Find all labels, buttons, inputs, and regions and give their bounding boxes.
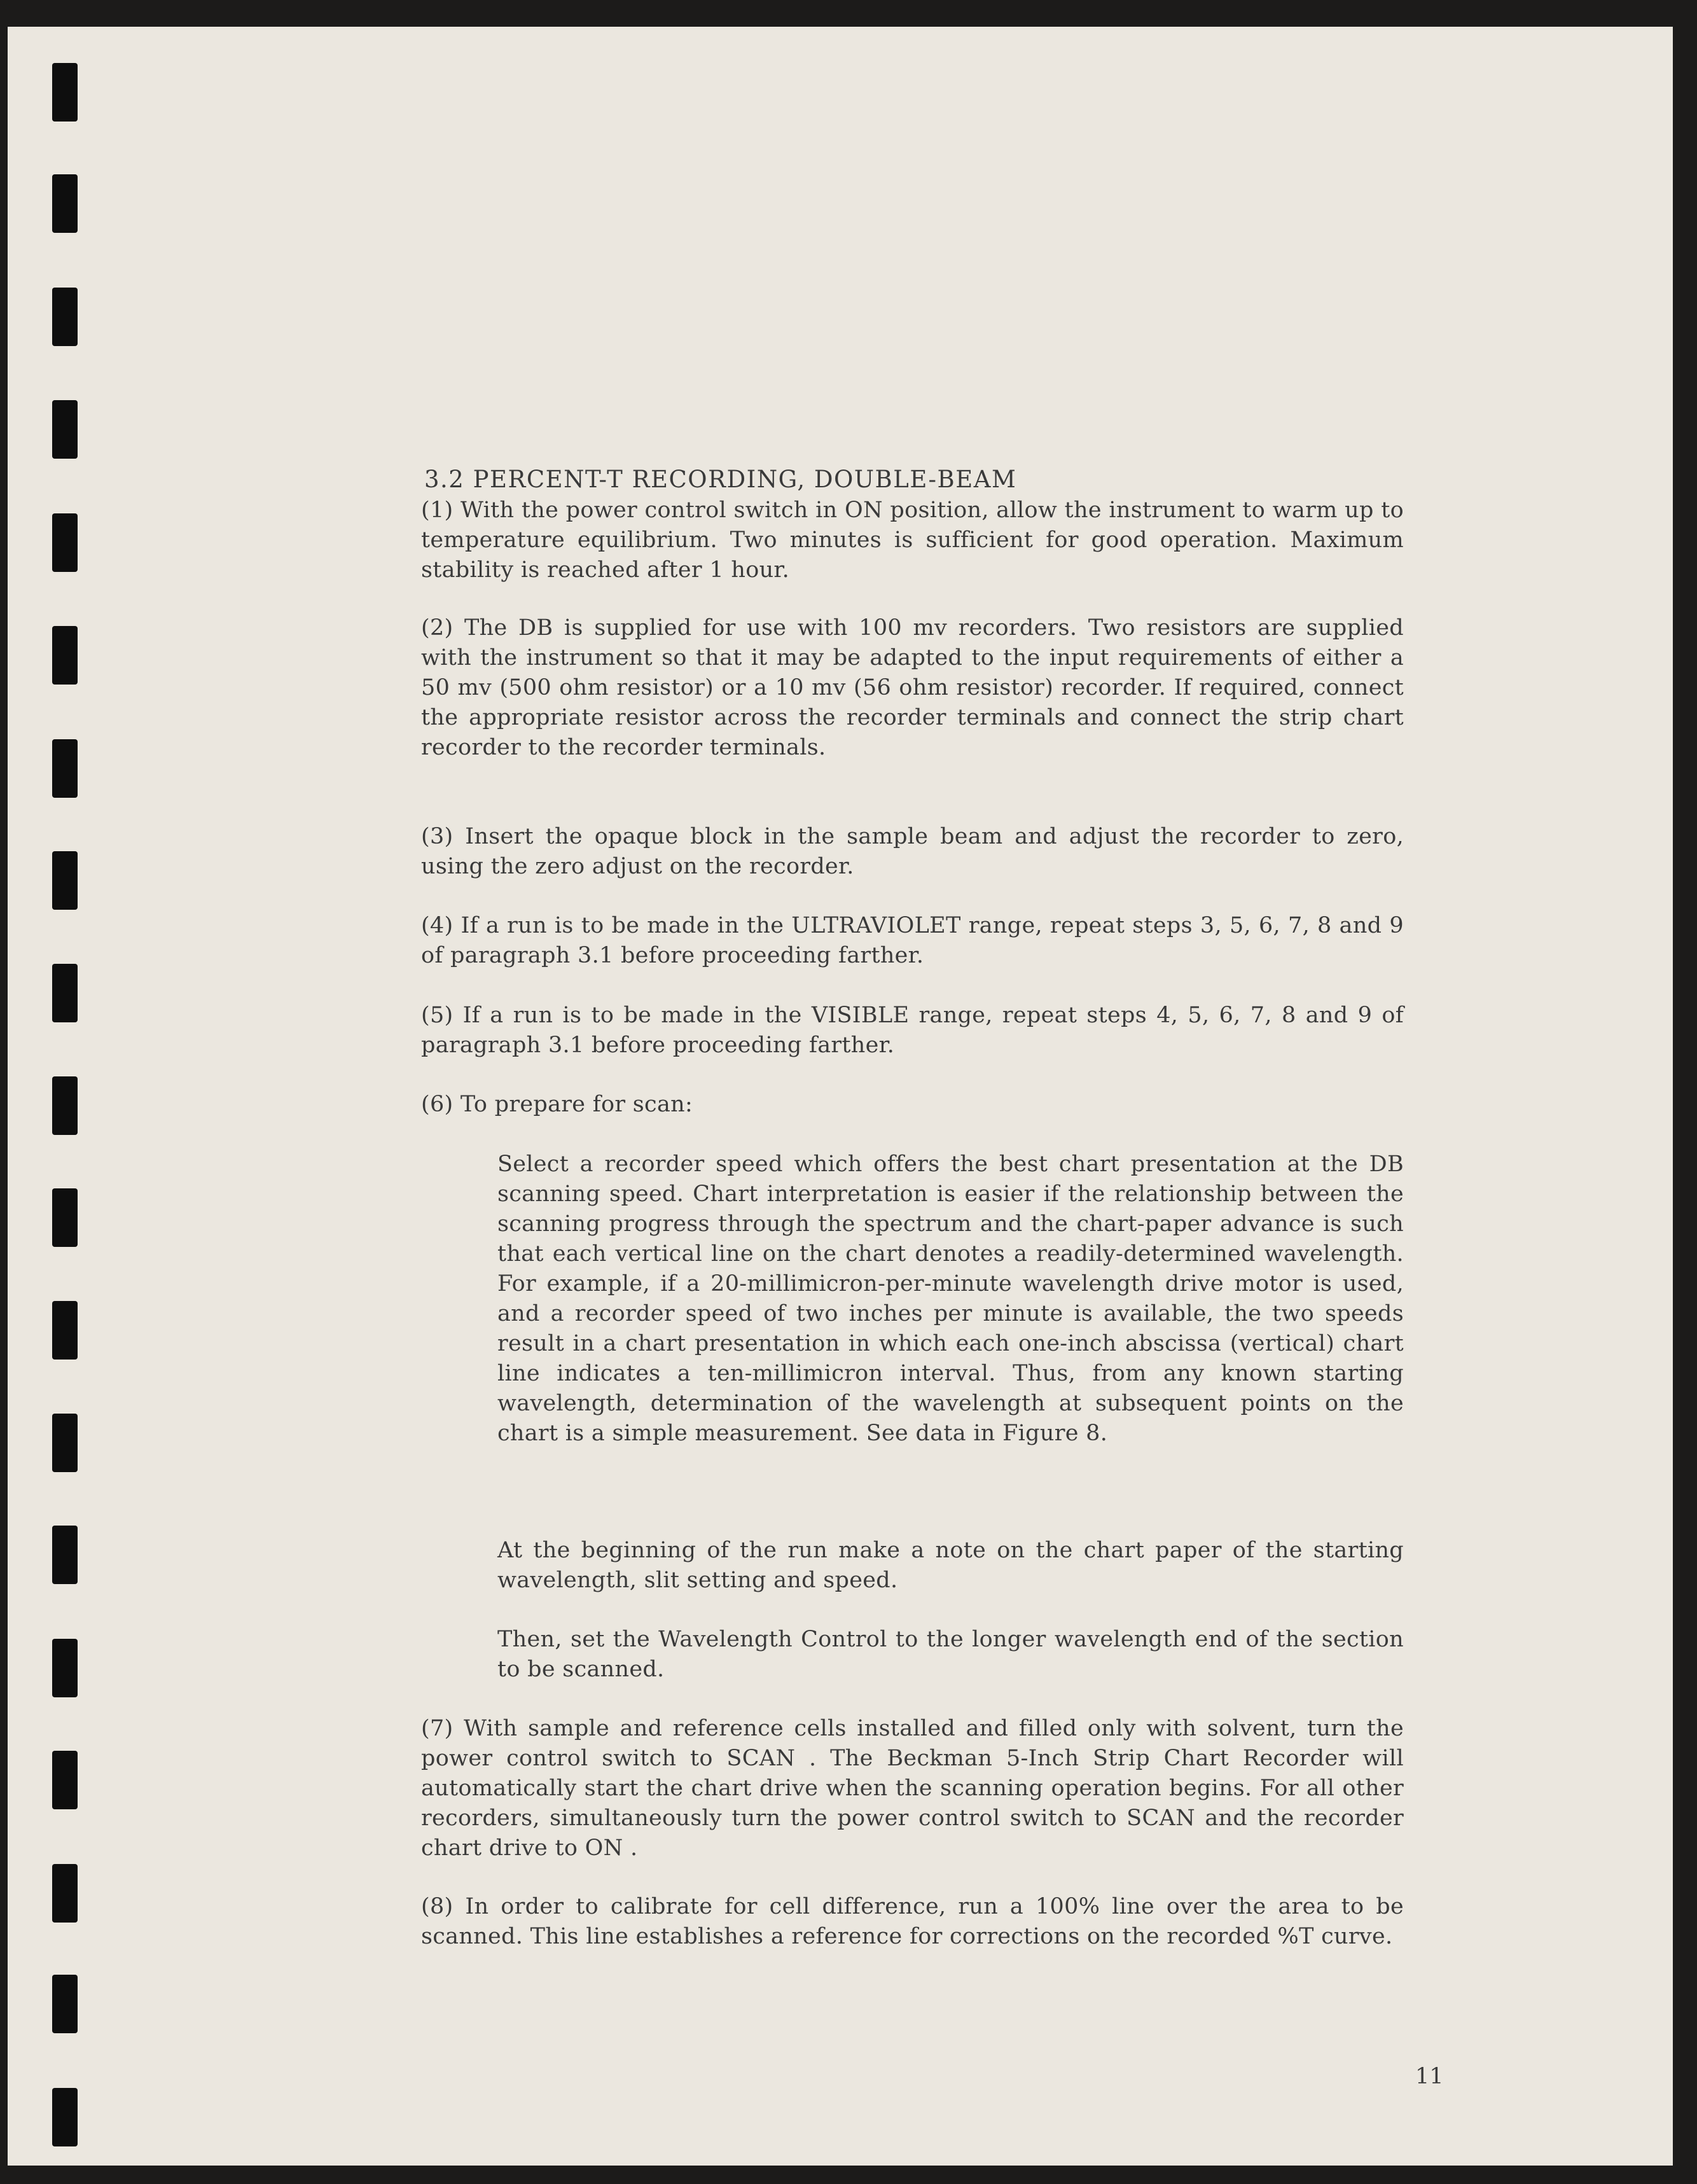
paragraph-3 <box>421 822 1404 882</box>
paragraph-7 <box>421 1714 1404 1863</box>
document-page <box>8 27 1673 2166</box>
paragraph-text: (6) To prepare for scan: <box>421 1092 693 1117</box>
binding-hole <box>52 288 78 346</box>
binding-hole <box>52 1639 78 1697</box>
binding-hole <box>52 2088 78 2146</box>
binding-hole <box>52 174 78 233</box>
subparagraph-text: Then, set the Wavelength Control to the longer wavelength end of the section to be scanned. <box>497 1627 1404 1682</box>
paragraph-text: (1) With the power control switch in ON position, allow the instrument to warm up to temperature equilibrium. Two minutes is sufficient for good operation. Maximum stability is reached after 1 hour. <box>421 497 1404 583</box>
binding-hole <box>52 1301 78 1360</box>
binding-hole <box>52 400 78 459</box>
paragraph-1 <box>421 496 1404 585</box>
paragraph-2 <box>421 613 1404 763</box>
paragraph-4 <box>421 911 1404 971</box>
binding-hole <box>52 626 78 685</box>
paragraph-text: (3) Insert the opaque block in the sample beam and adjust the recorder to zero, using the zero adjust on the recorder. <box>421 824 1404 879</box>
paragraph-text: (8) In order to calibrate for cell difference, run a 100% line over the area to be scanned. This line establishes a reference for corrections on the recorded %T curve. <box>421 1894 1404 1949</box>
binding-hole <box>52 1414 78 1472</box>
subparagraph-text: At the beginning of the run make a note on the chart paper of the starting wavelength, slit setting and speed. <box>497 1538 1404 1593</box>
paragraph-5 <box>421 1001 1404 1061</box>
section-heading: 3.2 PERCENT-T RECORDING, DOUBLE-BEAM <box>424 466 1017 493</box>
subparagraph-3 <box>497 1625 1404 1685</box>
binding-hole <box>52 739 78 798</box>
subparagraph-text: Select a recorder speed which offers the best chart presentation at the DB scanning speed. Chart interpretation is easier if the relationship between the scanning progress through the spectrum and the chart-paper advance is such that each vertical line on the chart denotes a readily-determined wavelength. For example, if a 20-millimicron-per-minute wavelength drive motor is used, and a recorder speed of two inches per minute is available, the two speeds result in a chart presentation in which each one-inch abscissa (vertical) chart line indicates a ten-millimicron interval. Thus, from any known starting wavelength, determination of the wavelength at subsequent points on the chart is a simple measurement. See data in Figure 8. <box>497 1151 1404 1446</box>
paragraph-text: (7) With sample and reference cells installed and filled only with solvent, turn the power control switch to SCAN . The Beckman 5-Inch Strip Chart Recorder will automatically start the chart drive when the scanning operation begins. For all other recorders, simultaneously turn the power control switch to SCAN and the recorder chart drive to ON . <box>421 1716 1404 1861</box>
paragraph-text: (4) If a run is to be made in the ULTRAVIOLET range, repeat steps 3, 5, 6, 7, 8 and 9 of paragraph 3.1 before proceeding farther. <box>421 913 1404 968</box>
binding-hole <box>52 513 78 572</box>
subparagraph-2 <box>497 1536 1404 1596</box>
paragraph-8 <box>421 1892 1404 1952</box>
page-number: 11 <box>1415 2064 1444 2089</box>
binding-hole <box>52 1864 78 1923</box>
binding-hole <box>52 851 78 910</box>
paragraph-6 <box>421 1090 1404 1120</box>
binding-hole <box>52 964 78 1022</box>
binding-hole <box>52 63 78 122</box>
binding-hole <box>52 1188 78 1247</box>
paragraph-text: (5) If a run is to be made in the VISIBLE range, repeat steps 4, 5, 6, 7, 8 and 9 of paragraph 3.1 before proceeding farther. <box>421 1003 1404 1058</box>
binding-hole <box>52 1975 78 2033</box>
paragraph-text: (2) The DB is supplied for use with 100 mv recorders. Two resistors are supplied with the instrument so that it may be adapted to the input requirements of either a 50 mv (500 ohm resistor) or a 10 mv (56 ohm resistor) recorder. If required, connect the appropriate resistor across the recorder terminals and connect the strip chart recorder to the recorder terminals. <box>421 615 1404 760</box>
binding-hole <box>52 1526 78 1584</box>
binding-hole <box>52 1751 78 1809</box>
subparagraph-1 <box>497 1150 1404 1449</box>
binding-hole <box>52 1076 78 1135</box>
